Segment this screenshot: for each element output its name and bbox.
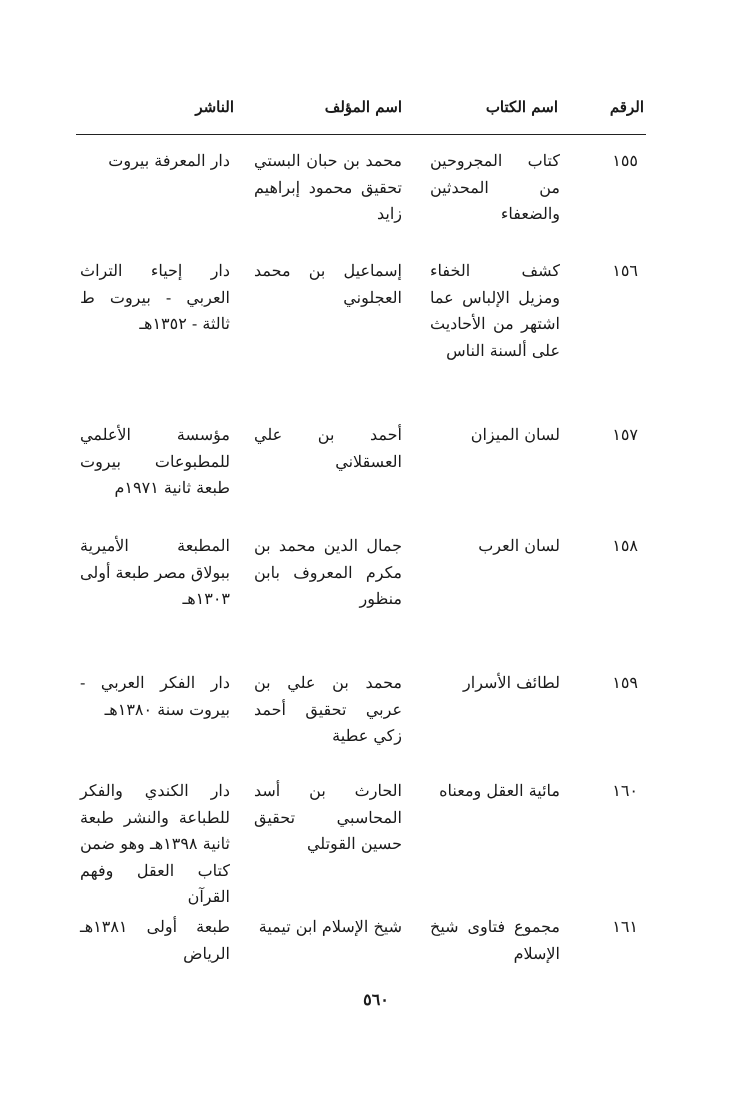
publisher: طبعة أولى ١٣٨١هـ الرياض [80, 917, 230, 963]
publisher: دار الكندي والفكر للطباعة والنشر طبعة ثانية ١٣٩٨هـ وهو ضمن كتاب العقل وفهم القرآن [80, 781, 230, 906]
header-author: اسم المؤلف [324, 98, 402, 116]
publisher: دار إحياء التراث العربي - بيروت ط ثالثة - ١٣٥٢هـ [80, 261, 230, 333]
row-number: ١٥٨ [612, 536, 638, 555]
row-number: ١٥٦ [612, 261, 638, 280]
row-number: ١٦١ [612, 917, 638, 936]
author-name: محمد بن حبان البستي تحقيق محمود إبراهيم زايد [254, 151, 402, 223]
row-number: ١٦٠ [612, 781, 638, 800]
author-name: شيخ الإسلام ابن تيمية [258, 917, 402, 936]
author-name: أحمد بن علي العسقلاني [254, 425, 402, 471]
row-number: ١٥٧ [612, 425, 638, 444]
book-name: كتاب المجروحين من المحدثين والضعفاء [430, 151, 560, 223]
author-name: محمد بن علي بن عربي تحقيق أحمد زكي عطية [254, 673, 402, 745]
page-number: ٥٦٠ [363, 990, 389, 1009]
book-name: لطائف الأسرار [463, 673, 560, 692]
row-number: ١٥٥ [612, 151, 638, 170]
book-name: لسان الميزان [470, 425, 560, 444]
table-header [78, 98, 644, 124]
book-name: لسان العرب [478, 536, 560, 555]
publisher: دار المعرفة بيروت [108, 151, 230, 170]
author-name: إسماعيل بن محمد العجلوني [254, 261, 402, 307]
publisher: المطبعة الأميرية ببولاق مصر طبعة أولى ١٣٠٣هـ [80, 536, 230, 608]
header-number: الرقم [609, 98, 644, 116]
publisher: دار الفكر العربي - بيروت سنة ١٣٨٠هـ [80, 673, 230, 719]
author-name: جمال الدين محمد بن مكرم المعروف بابن منظور [254, 536, 402, 608]
publisher: مؤسسة الأعلمي للمطبوعات بيروت طبعة ثانية ١٩٧١م [80, 425, 230, 497]
row-number: ١٥٩ [612, 673, 638, 692]
book-name: مائية العقل ومعناه [439, 781, 560, 800]
header-publisher: الناشر [195, 98, 234, 116]
book-name: مجموع فتاوى شيخ الإسلام [430, 917, 560, 963]
author-name: الحارث بن أسد المحاسبي تحقيق حسين القوتلي [254, 781, 402, 853]
header-divider [76, 134, 646, 135]
book-name: كشف الخفاء ومزيل الإلباس عما اشتهر من الأحاديث على ألسنة الناس [430, 261, 560, 360]
header-book-name: اسم الكتاب [485, 98, 558, 116]
